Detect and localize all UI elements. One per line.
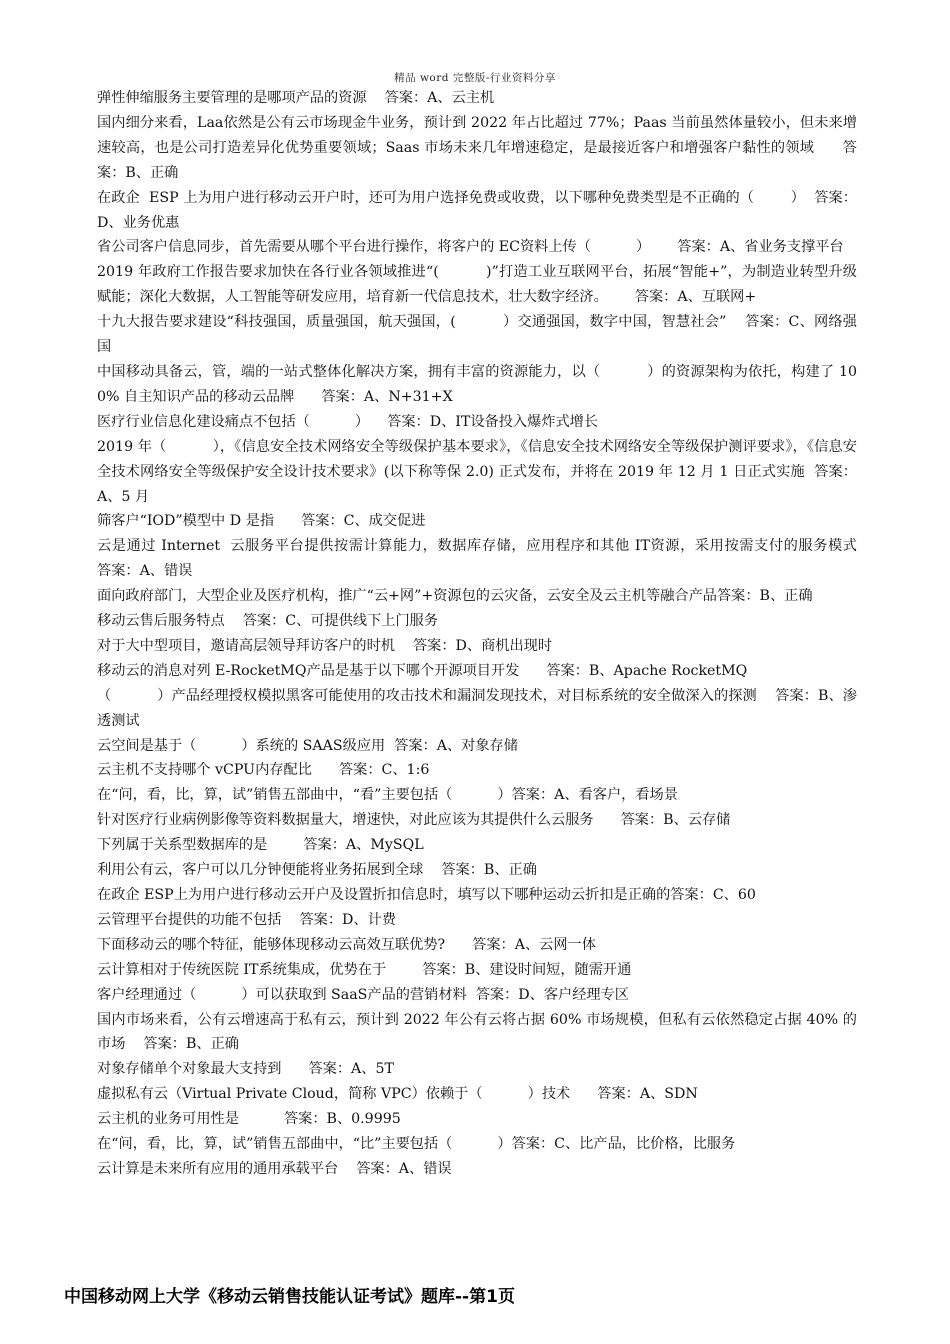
question-list [97, 86, 876, 1182]
question-item: 对于大中型项目，邀请高层领导拜访客户的时机 答案：D、商机出现时 [97, 637, 553, 654]
question-item: 客户经理通过（ ）可以获取到 SaaS产品的营销材料 答案：D、客户经理专区 [97, 986, 629, 1003]
question-item: 下列属于关系型数据库的是 答案：A、MySQL [97, 837, 424, 854]
page-header: 精品 word 完整版-行业资料分享 [394, 72, 556, 84]
question-item: 十九大报告要求建设“科技强国，质量强国，航天强国，( ）交通强国，数字中国，智慧社会” 答案：C、网络强国 [97, 314, 857, 356]
question-item: 利用公有云，客户可以几分钟便能将业务拓展到全球 答案：B、正确 [97, 862, 537, 879]
question-item: 弹性伸缩服务主要管理的是哪项产品的资源 答案：A、云主机 [97, 90, 495, 106]
question-item: 医疗行业信息化建设痛点不包括（ ） 答案：D、IT设备投入爆炸式增长 [97, 413, 599, 430]
question-item: 中国移动具备云，管，端的一站式整体化解决方案，拥有丰富的资源能力，以（ ）的资源架构为依托，构建了 100% 自主知识产品的移动云品牌 答案：A、N+31+X [97, 363, 857, 405]
question-item: 在“问，看，比，算，试”销售五部曲中，“看”主要包括（ ）答案：A、看客户，看场景 [97, 787, 678, 804]
question-item: 虚拟私有云（Virtual Private Cloud，简称 VPC）依赖于（ ）技术 答案：A、SDN [97, 1086, 698, 1103]
question-item: 2019 年（ ），《信息安全技术网络安全等级保护基本要求》，《信息安全技术网络安全等级保护测评要求》，《信息安全技术网络安全等级保护安全设计技术要求》(以下称等保 2.0) 正式发布，并将在 2019 年 12 月 1 日正式实施 答案：A、5 月 [97, 438, 857, 505]
question-item: 省公司客户信息同步，首先需要从哪个平台进行操作，将客户的 EC资料上传（ ） 答案：A、省业务支撑平台 [97, 239, 844, 256]
question-item: 在“问，看，比，算，试”销售五部曲中，“比”主要包括（ ）答案：C、比产品，比价格，比服务 [97, 1136, 736, 1153]
question-item: 2019 年政府工作报告要求加快在各行业各领域推进“( )”打造工业互联网平台，拓展“智能+”，为制造业转型升级赋能；深化大数据，人工智能等研发应用，培育新一代信息技术，壮大数字经济。 答案：A、互联网+ [97, 264, 857, 306]
question-item: 云计算相对于传统医院 IT系统集成，优势在于 答案：B、建设时间短，随需开通 [97, 961, 632, 978]
question-item: （ ）产品经理授权模拟黑客可能使用的攻击技术和漏洞发现技术，对目标系统的安全做深入的探测 答案：B、渗透测试 [97, 687, 857, 729]
question-item: 筛客户“IOD”模型中 D 是指 答案：C、成交促进 [97, 513, 426, 530]
question-item: 下面移动云的哪个特征，能够体现移动云高效互联优势? 答案：A、云网一体 [97, 936, 596, 953]
question-item: 云主机不支持哪个 vCPU内存配比 答案：C、1:6 [97, 762, 430, 779]
question-item: 云是通过 Internet 云服务平台提供按需计算能力，数据库存储，应用程序和其他 IT资源，采用按需支付的服务模式 答案：A、错误 [97, 538, 876, 580]
question-item: 对象存储单个对象最大支持到 答案：A、5T [97, 1061, 394, 1078]
question-item: 移动云的消息对列 E-RocketMQ产品是基于以下哪个开源项目开发 答案：B、Apache RocketMQ [97, 662, 748, 679]
question-item: 云计算是未来所有应用的通用承载平台 答案：A、错误 [97, 1160, 452, 1177]
page-footer: 中国移动网上大学《移动云销售技能认证考试》题库--第1页 [64, 1287, 515, 1307]
question-item: 云管理平台提供的功能不包括 答案：D、计费 [97, 911, 396, 928]
question-item: 国内市场来看，公有云增速高于私有云，预计到 2022 年公有云将占据 60% 市场规模，但私有云依然稳定占据 40% 的市场 答案：B、正确 [97, 1011, 857, 1053]
question-item: 云空间是基于（ ）系统的 SAAS级应用 答案：A、对象存储 [97, 737, 518, 754]
question-item: 在政企 ESP上为用户进行移动云开户及设置折扣信息时，填写以下哪种运动云折扣是正确的答案：C、60 [97, 887, 756, 903]
question-item: 在政企 ESP 上为用户进行移动云开户时，还可为用户选择免费或收费，以下哪种免费类型是不正确的（ ） 答案：D、业务优惠 [97, 189, 857, 231]
question-item: 国内细分来看，Laa依然是公有云市场现金牛业务，预计到 2022 年占比超过 77%；Paas 当前虽然体量较小，但未来增速较高，也是公司打造差异化优势重要领域；Saas 市场未来几年增速稳定，是最接近客户和增强客户黏性的领域 答案：B、正确 [97, 114, 857, 181]
question-item: 面向政府部门，大型企业及医疗机构，推广“云+网”+资源包的云灾备，云安全及云主机等融合产品答案：B、正确 [97, 588, 813, 605]
question-item: 移动云售后服务特点 答案：C、可提供线下上门服务 [97, 613, 439, 630]
question-item: 云主机的业务可用性是 答案：B、0.9995 [97, 1111, 401, 1128]
question-item: 针对医疗行业病例影像等资料数据量大，增速快，对此应该为其提供什么云服务 答案：B、云存储 [97, 812, 731, 829]
